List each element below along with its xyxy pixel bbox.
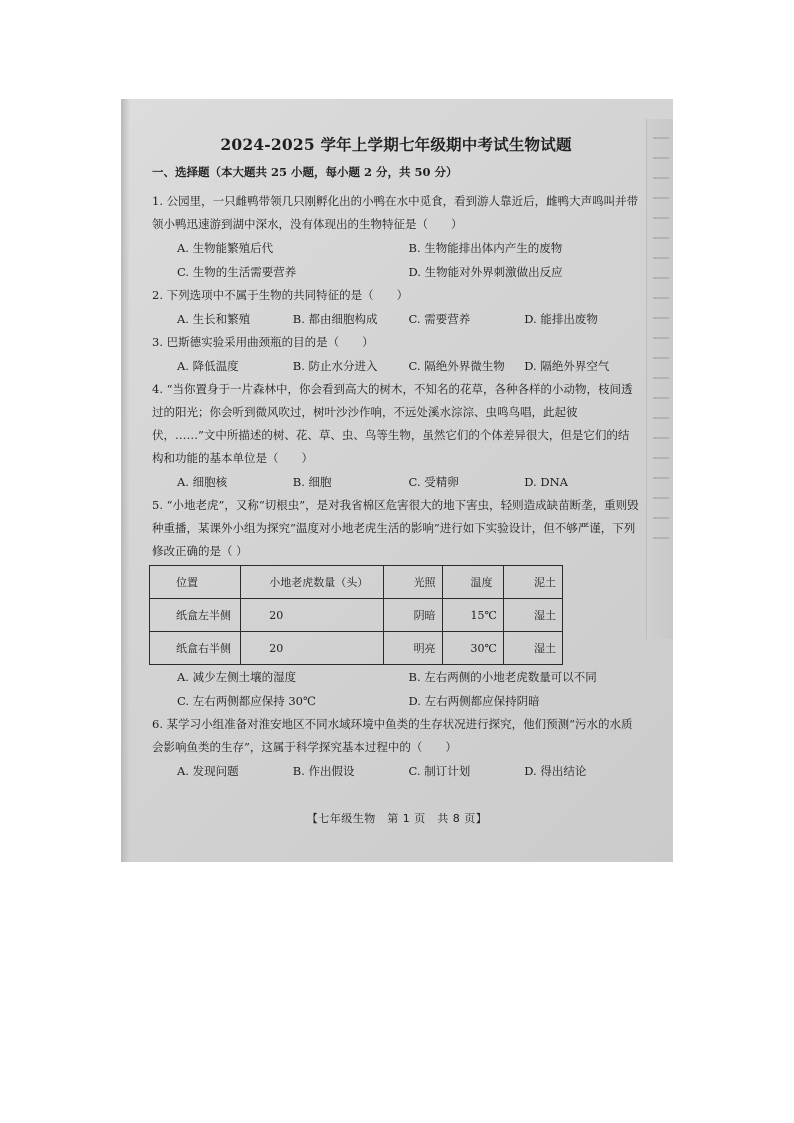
q6-option-a: A. 发现问题 bbox=[177, 764, 239, 778]
question-2: 2. 下列选项中不属于生物的共同特征的是（ ） bbox=[152, 288, 409, 302]
q1-options bbox=[152, 236, 640, 284]
q2-option-d: D. 能排出废物 bbox=[524, 312, 598, 326]
q4-options bbox=[152, 470, 640, 494]
question-4: 4. “当你置身于一片森林中，你会看到高大的树木，不知名的花草，各种各样的小动物，枝间透过的阳光；你会听到微风吹过，树叶沙沙作响，不远处溪水淙淙、虫鸣鸟唱，此起彼伏，……”文中所描述的树、花、草、虫、鸟等生物，虽然它们的个体差异很大，但是它们的结构和功能的基本单位是（ ） bbox=[152, 382, 633, 465]
table-cell: 阴暗 bbox=[383, 599, 442, 632]
q4-option-b: B. 细胞 bbox=[292, 475, 332, 489]
q2-option-b: B. 都由细胞构成 bbox=[292, 312, 378, 326]
question-1: 1. 公园里，一只雌鸭带领几只刚孵化出的小鸭在水中觅食，看到游人靠近后，雌鸭大声鸣叫并带领小鸭迅速游到湖中深水，没有体现出的生物特征是（ ） bbox=[152, 194, 639, 231]
table-header-cell: 位置 bbox=[150, 566, 241, 599]
table-header-cell: 小地老虎数量（头） bbox=[241, 566, 383, 599]
q5-option-a: A. 减少左侧土壤的湿度 bbox=[177, 670, 297, 684]
table-cell: 20 bbox=[241, 632, 383, 665]
section-heading: 一、选择题（本大题共 25 小题，每小题 2 分，共 50 分） bbox=[152, 165, 458, 179]
q1-option-c: C. 生物的生活需要营养 bbox=[177, 265, 297, 279]
q5-option-d: D. 左右两侧都应保持阴暗 bbox=[408, 694, 540, 708]
table-cell: 15℃ bbox=[442, 599, 504, 632]
q1-option-d: D. 生物能对外界刺激做出反应 bbox=[408, 265, 563, 279]
q2-option-c: C. 需要营养 bbox=[408, 312, 471, 326]
q4-option-c: C. 受精卵 bbox=[408, 475, 459, 489]
question-5: 5. “小地老虎”，又称“切根虫”，是对我省棉区危害很大的地下害虫，轻则造成缺苗断垄，重则毁种重播，某课外小组为探究“温度对小地老虎生活的影响”进行如下实验设计，但不够严谨，下列修改正确的是（ ） bbox=[152, 498, 639, 558]
table-cell: 纸盒左半侧 bbox=[150, 599, 241, 632]
q3-option-b: B. 防止水分进入 bbox=[292, 359, 378, 373]
q3-options bbox=[152, 354, 640, 378]
table-header-cell: 光照 bbox=[383, 566, 442, 599]
q1-option-a: A. 生物能繁殖后代 bbox=[177, 241, 274, 255]
table-row bbox=[150, 632, 563, 665]
q4-option-d: D. DNA bbox=[524, 475, 568, 489]
page-footer: 【七年级生物 第 1 页 共 8 页】 bbox=[306, 812, 488, 825]
q3-option-d: D. 隔绝外界空气 bbox=[524, 359, 610, 373]
q2-options bbox=[152, 307, 640, 331]
table-cell: 湿土 bbox=[504, 632, 563, 665]
q5-option-c: C. 左右两侧都应保持 30℃ bbox=[177, 694, 316, 708]
q5-option-b: B. 左右两侧的小地老虎数量可以不同 bbox=[408, 670, 597, 684]
table-header-cell: 泥土 bbox=[504, 566, 563, 599]
table-header-row bbox=[150, 566, 563, 599]
q6-option-d: D. 得出结论 bbox=[524, 764, 587, 778]
question-6: 6. 某学习小组准备对淮安地区不同水域环境中鱼类的生存状况进行探究，他们预测“污水的水质会影响鱼类的生存”，这属于科学探究基本过程中的（ ） bbox=[152, 717, 633, 754]
q2-option-a: A. 生长和繁殖 bbox=[177, 312, 251, 326]
q4-option-a: A. 细胞核 bbox=[177, 475, 228, 489]
q6-option-c: C. 制订计划 bbox=[408, 764, 471, 778]
q6-options bbox=[152, 759, 640, 783]
exam-title: 2024-2025 学年上学期七年级期中考试生物试题 bbox=[220, 135, 572, 154]
table-row bbox=[150, 599, 563, 632]
table-cell: 明亮 bbox=[383, 632, 442, 665]
question-3: 3. 巴斯德实验采用曲颈瓶的目的是（ ） bbox=[152, 335, 374, 349]
exam-content bbox=[152, 133, 640, 783]
q6-option-b: B. 作出假设 bbox=[292, 764, 355, 778]
table-header-cell: 温度 bbox=[442, 566, 504, 599]
table-cell: 30℃ bbox=[442, 632, 504, 665]
table-cell: 纸盒右半侧 bbox=[150, 632, 241, 665]
q1-option-b: B. 生物能排出体内产生的废物 bbox=[408, 241, 563, 255]
q5-options bbox=[152, 665, 640, 713]
experiment-table bbox=[149, 565, 563, 665]
q3-option-a: A. 降低温度 bbox=[177, 359, 239, 373]
q3-option-c: C. 隔绝外界微生物 bbox=[408, 359, 505, 373]
exam-page-photo bbox=[121, 99, 673, 862]
next-page-edge bbox=[646, 119, 673, 639]
table-cell: 湿土 bbox=[504, 599, 563, 632]
table-cell: 20 bbox=[241, 599, 383, 632]
